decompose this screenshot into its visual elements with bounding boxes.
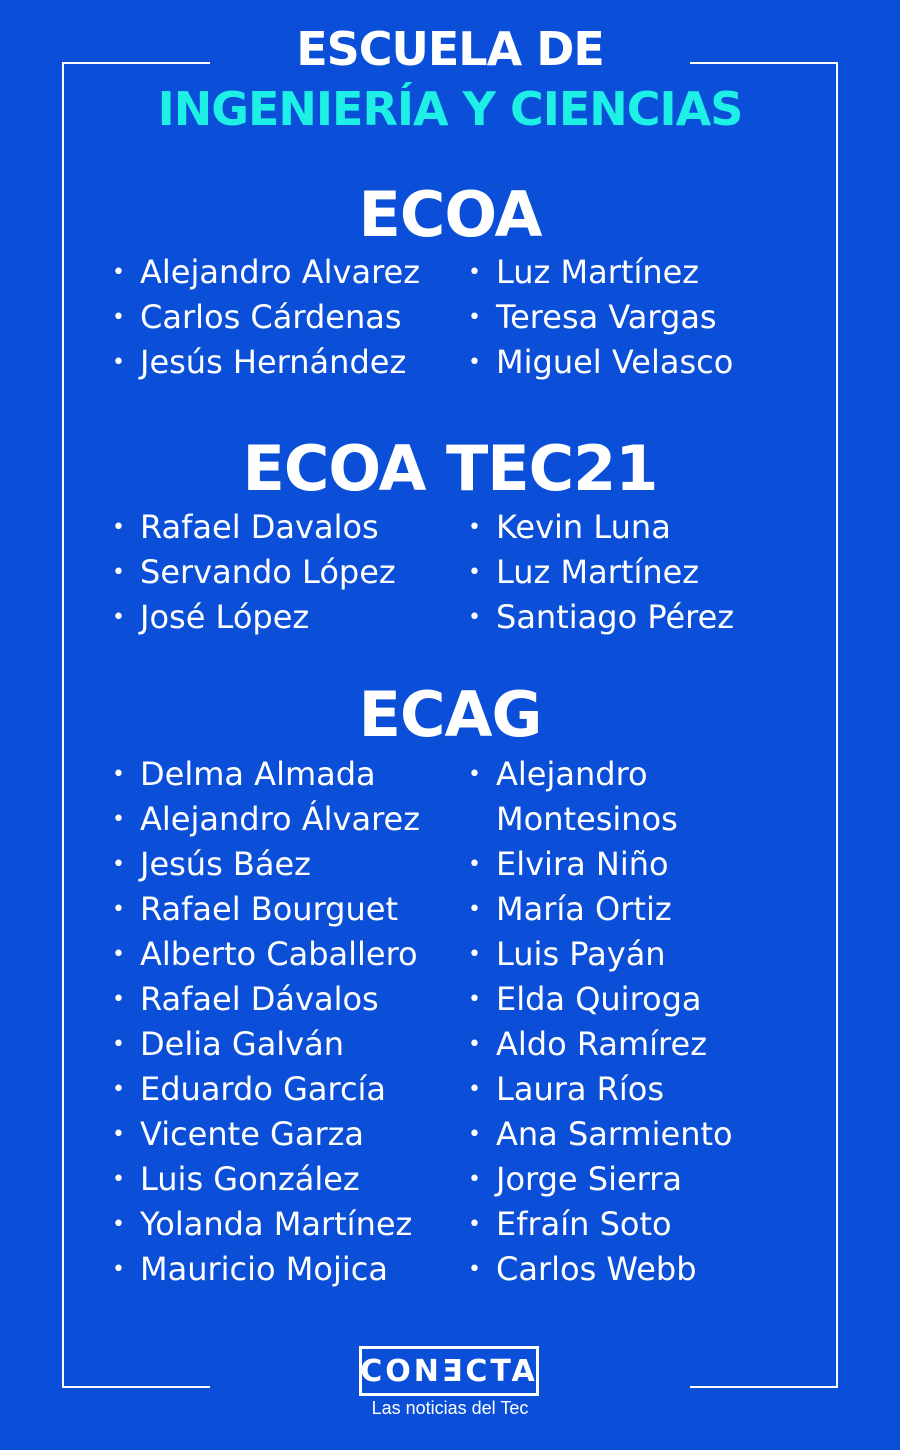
ecoa-right-column xyxy=(468,250,733,385)
list-item: • Aldo Ramírez xyxy=(468,1022,733,1067)
ecoa-tec21-left-column xyxy=(112,505,396,640)
section-title-ecoa: ECOA xyxy=(358,178,542,251)
frame-bottom-left xyxy=(62,1386,210,1388)
list-item: • Luis Payán xyxy=(468,932,733,977)
list-item: • Laura Ríos xyxy=(468,1067,733,1112)
list-item: • Alejandro Álvarez xyxy=(112,797,420,842)
list-item: • Alberto Caballero xyxy=(112,932,420,977)
list-item: • Alejandro xyxy=(468,752,733,797)
frame-bottom-right xyxy=(690,1386,838,1388)
footer-tagline: Las noticias del Tec xyxy=(371,1398,529,1418)
section-title-ecoa-tec21: ECOA TEC21 xyxy=(242,432,658,505)
list-item: • Rafael Dávalos xyxy=(112,977,420,1022)
list-item: • Delma Almada xyxy=(112,752,420,797)
list-item-continuation: Montesinos xyxy=(496,800,678,838)
list-item: • Rafael Bourguet xyxy=(112,887,420,932)
list-item: • Miguel Velasco xyxy=(468,340,733,385)
list-item: • Jesús Hernández xyxy=(112,340,420,385)
list-item: • Kevin Luna xyxy=(468,505,734,550)
list-item: • Yolanda Martínez xyxy=(112,1202,420,1247)
list-item: • Jesús Báez xyxy=(112,842,420,887)
list-item: • Servando López xyxy=(112,550,396,595)
header-title-line1: ESCUELA DE xyxy=(296,22,604,76)
ecag-left-column xyxy=(112,752,420,1292)
ecag-right-column xyxy=(468,752,733,1292)
header-title-line2: INGENIERÍA Y CIENCIAS xyxy=(157,82,743,136)
conecta-logo: CONƎCTA xyxy=(359,1346,539,1396)
section-title-ecag: ECAG xyxy=(358,678,542,751)
list-item: • Vicente Garza xyxy=(112,1112,420,1157)
list-item: • Mauricio Mojica xyxy=(112,1247,420,1292)
list-item: • Ana Sarmiento xyxy=(468,1112,733,1157)
list-item: • María Ortiz xyxy=(468,887,733,932)
list-item: • Santiago Pérez xyxy=(468,595,734,640)
list-item: • Delia Galván xyxy=(112,1022,420,1067)
ecoa-left-column xyxy=(112,250,420,385)
list-item: • Luis González xyxy=(112,1157,420,1202)
list-item: • Carlos Cárdenas xyxy=(112,295,420,340)
list-item: • Elda Quiroga xyxy=(468,977,733,1022)
list-item: • Elvira Niño xyxy=(468,842,733,887)
list-item: • Teresa Vargas xyxy=(468,295,733,340)
list-item: • Alejandro Alvarez xyxy=(112,250,420,295)
list-item: • Luz Martínez xyxy=(468,250,733,295)
list-item: • Jorge Sierra xyxy=(468,1157,733,1202)
list-item: • Luz Martínez xyxy=(468,550,734,595)
list-item: • Eduardo García xyxy=(112,1067,420,1112)
list-item: • José López xyxy=(112,595,396,640)
list-item: • Carlos Webb xyxy=(468,1247,733,1292)
ecoa-tec21-right-column xyxy=(468,505,734,640)
list-item: • Efraín Soto xyxy=(468,1202,733,1247)
list-item: • Rafael Davalos xyxy=(112,505,396,550)
